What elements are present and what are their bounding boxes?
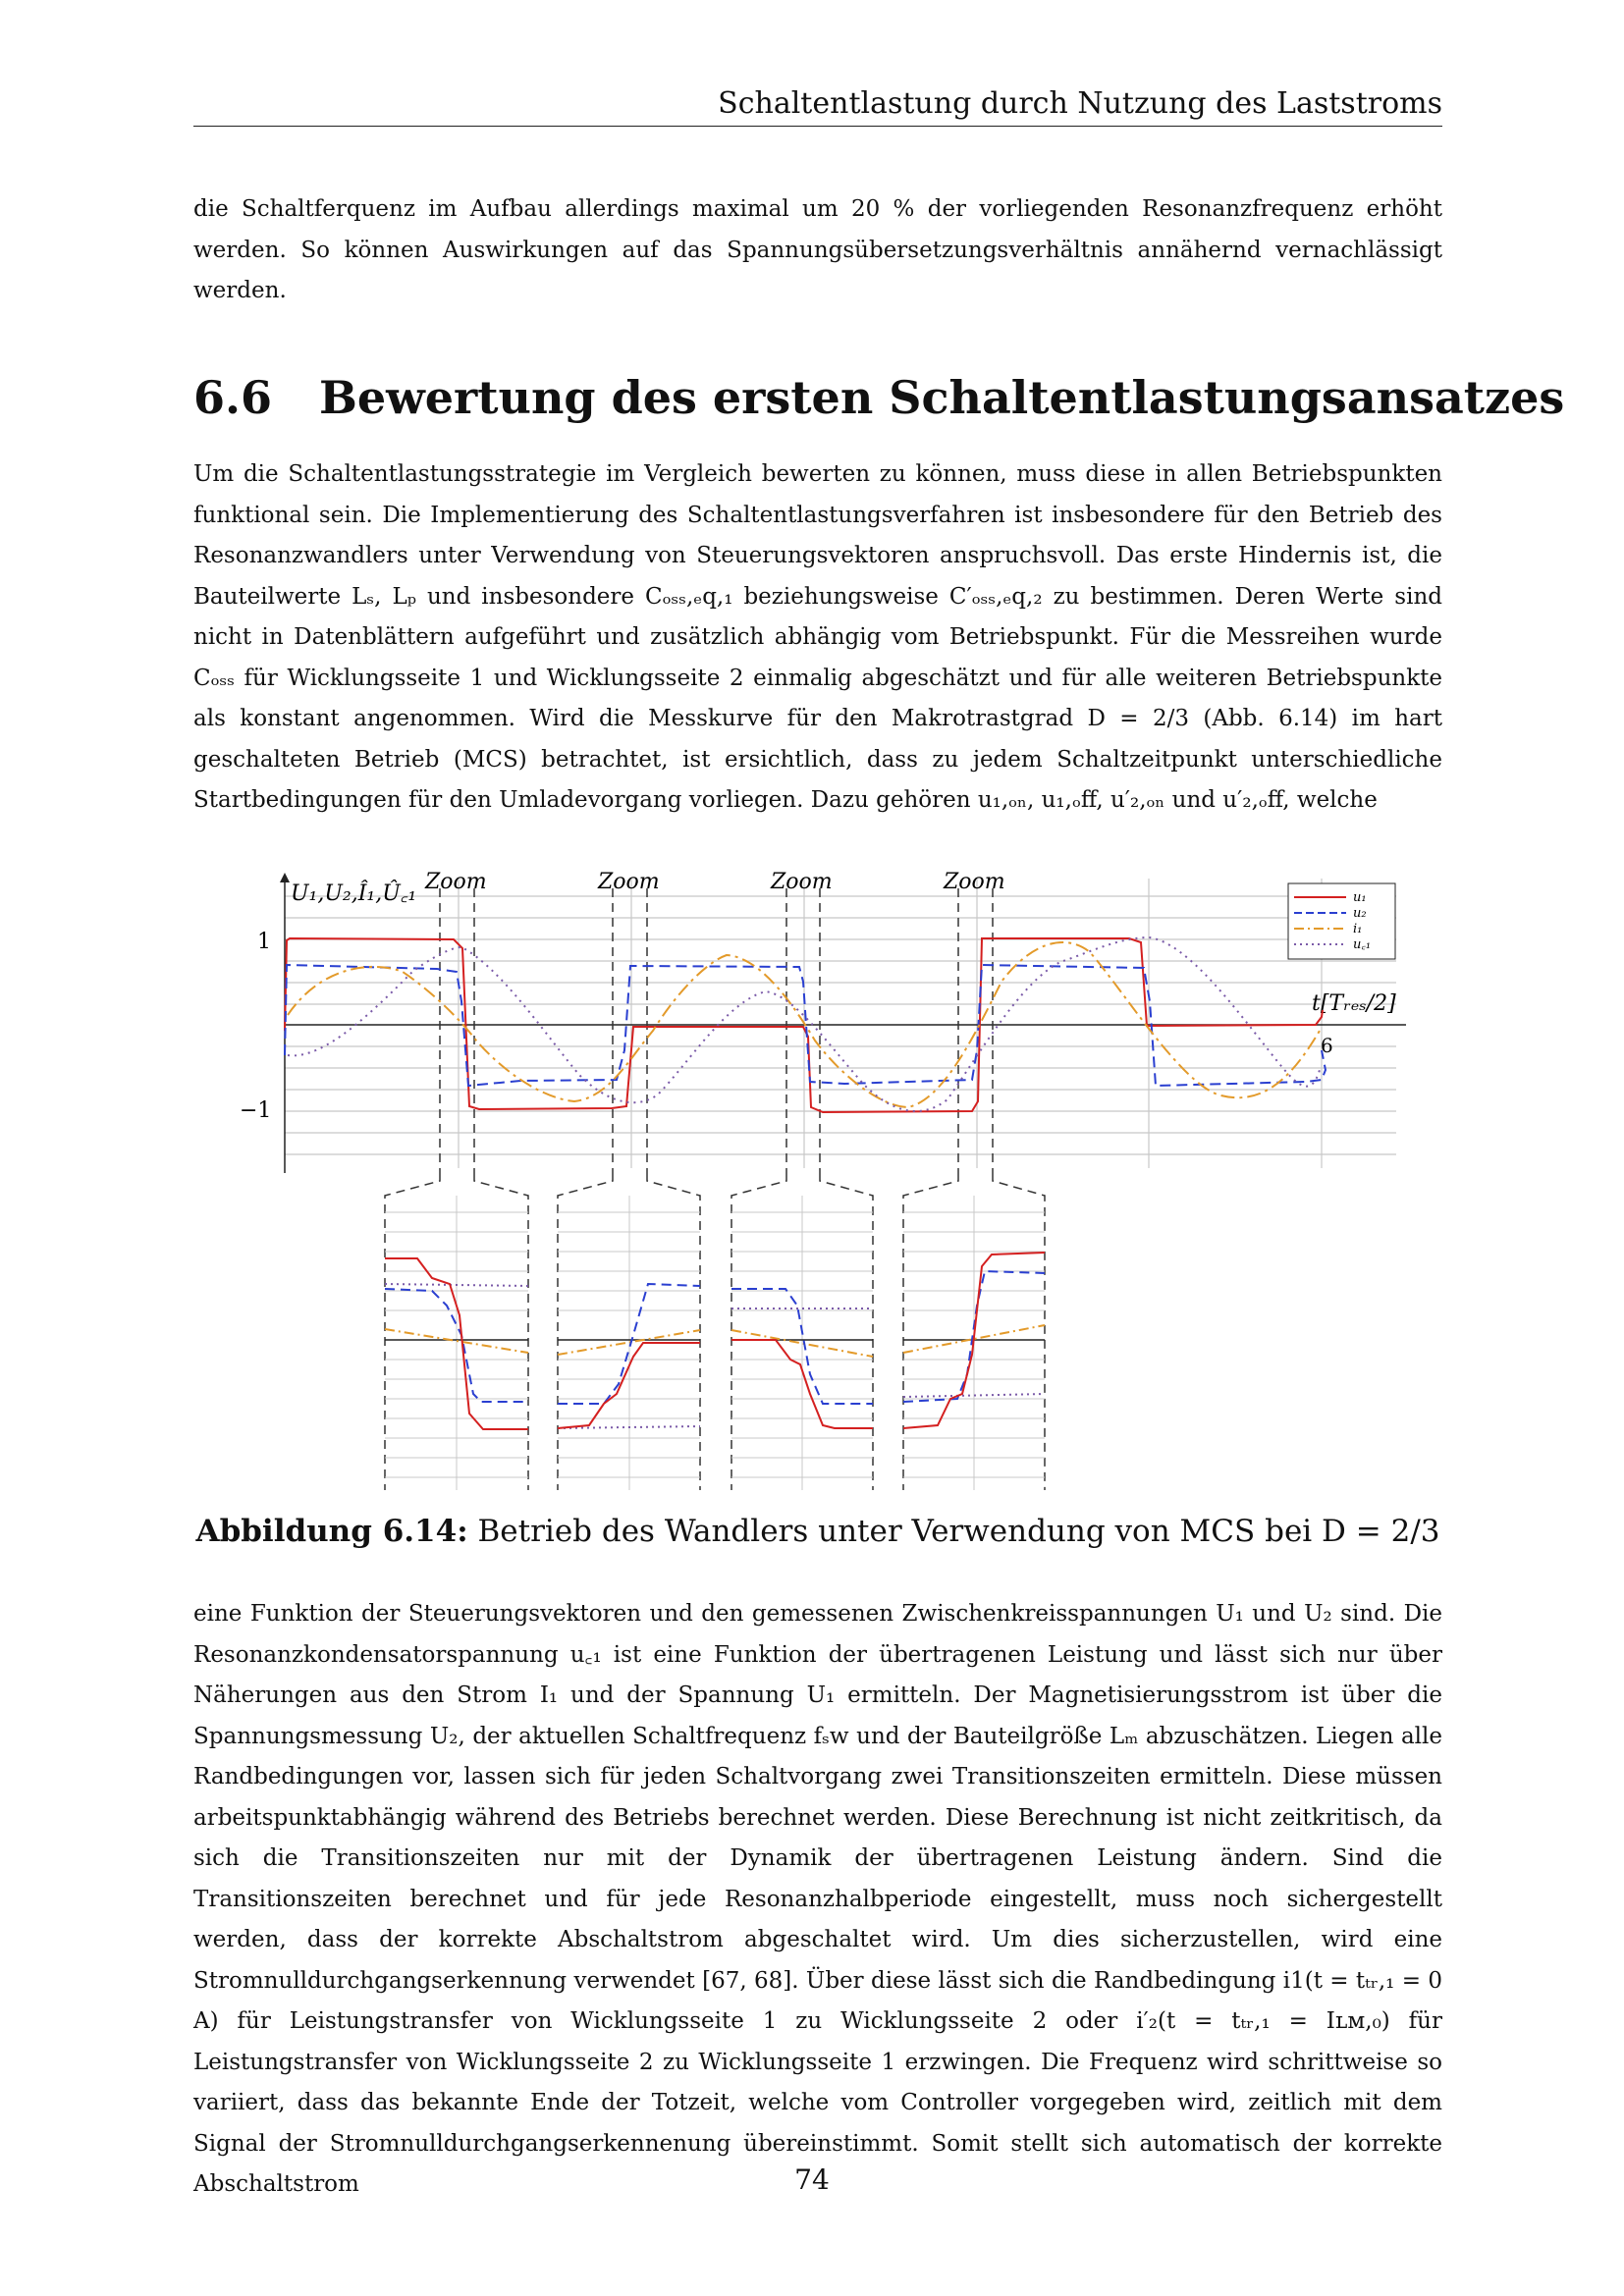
zoom-panel-grids (385, 1196, 1045, 1490)
zoom-label-4: Zoom (944, 870, 1005, 894)
figure-caption-label: Abbildung 6.14: (195, 1514, 468, 1549)
running-title: Schaltentlastung durch Nutzung des Laststroms (718, 86, 1442, 121)
y-tick-neg: −1 (240, 1098, 272, 1123)
y-axis-label: U₁,U₂,Î₁,Û꜀₁ (291, 881, 417, 906)
zoom-label-1: Zoom (425, 870, 487, 894)
legend (1288, 883, 1395, 959)
y-axis-arrow (280, 873, 290, 882)
x-tick-6: 6 (1321, 1034, 1333, 1057)
figure-caption (193, 1514, 1442, 1549)
zoom-label-3: Zoom (771, 870, 833, 894)
legend-label-u2: u₂ (1353, 906, 1367, 921)
figure-caption-text: Betrieb des Wandlers unter Verwendung von MCS bei D = 2/3 (477, 1514, 1440, 1549)
x-axis-label: t[Tᵣₑₛ/2] (1312, 991, 1396, 1016)
legend-label-i1: i₁ (1353, 922, 1363, 936)
zoom-window-markers (440, 888, 993, 1173)
paragraph-body-1: Um die Schaltentlastungsstrategie im Vergleich bewerten zu können, muss diese in allen Betriebspunkten funktional sein. Die Implementierung des Schaltentlastungsverfahren ist insbesondere für den Betrieb des Resonanzwandlers unter Verwendung von Steuerungsvektoren anspruchsvoll. Das erste Hindernis ist, die Bauteilwerte Lₛ, Lₚ und insbesondere Cₒₛₛ,ₑq,₁ beziehungsweise C′ₒₛₛ,ₑq,₂ zu bestimmen. Deren Werte sind nicht in Datenblättern aufgeführt und zusätzlich abhängig vom Betriebspunkt. Für die Messreihen wurde Cₒₛₛ für Wicklungsseite 1 und Wicklungsseite 2 einmalig abgeschätzt und für alle weiteren Betriebspunkte als konstant angenommen. Wird die Messkurve für den Makrotrastgrad D = 2/3 (Abb. 6.14) im hart geschalteten Betrieb (MCS) betrachtet, ist ersichtlich, dass zu jedem Schaltzeitpunkt unterschiedliche Startbedingungen für den Umladevorgang vorliegen. Dazu gehören u₁,ₒₙ, u₁,ₒff, u′₂,ₒₙ und u′₂,ₒff, welche (193, 461, 1442, 813)
paragraph-intro: die Schaltferquenz im Aufbau allerdings maximal um 20 % der vorliegenden Resonanzfrequenz erhöht werden. So können Auswirkungen auf das Spannungsübersetzungsverhältnis annähernd vernachlässigt werden. (193, 196, 1442, 303)
zoom1-uc1 (385, 1284, 528, 1286)
section-title: Bewertung des ersten Schaltentlastungsansatzes (319, 371, 1565, 424)
y-tick-pos: 1 (257, 930, 271, 954)
page-number: 74 (794, 2163, 830, 2196)
legend-label-u1: u₁ (1353, 890, 1367, 905)
zoom-panel-3-grid (731, 1196, 873, 1490)
zoom-label-2: Zoom (598, 870, 660, 894)
paragraph-body-2: eine Funktion der Steuerungsvektoren und den gemessenen Zwischenkreisspannungen U₁ und U₂ sind. Die Resonanzkondensatorspannung u꜀₁ ist eine Funktion der übertragenen Leistung und lässt sich nur über Näherungen aus den Strom I₁ und der Spannung U₁ ermitteln. Der Magnetisierungsstrom ist über die Spannungsmessung U₂, der aktuellen Schaltfrequenz fₛw und der Bauteilgröße Lₘ abzuschätzen. Liegen alle Randbedingungen vor, lassen sich für jeden Schaltvorgang zwei Transitionszeiten ermitteln. Diese müssen arbeitspunktabhängig während des Betriebs berechnet werden. Diese Berechnung ist nicht zeitkritisch, da sich die Transitionszeiten nur mit der Dynamik der übertragenen Leistung ändern. Sind die Transitionszeiten berechnet und für jede Resonanzhalbperiode eingestellt, muss noch sichergestellt werden, dass der korrekte Abschaltstrom abgeschaltet wird. Um dies sicherzustellen, wird eine Stromnulldurchgangserkennung verwendet [67, 68]. Über diese lässt sich die Randbedingung i1(t = tₜᵣ,₁ = 0 A) für Leistungstransfer von Wicklungsseite 1 zu Wicklungsseite 2 oder i′₂(t = tₜᵣ,₁ = Iʟᴍ,₀) für Leistungstransfer von Wicklungsseite 2 zu Wicklungsseite 1 erzwingen. Die Frequenz wird schrittweise so variiert, dass das bekannte Ende der Totzeit, welche vom Controller vorgegeben wird, zeitlich mit dem Signal der Stromnulldurchgangserkennenung übereinstimmt. Somit stellt sich automatisch der korrekte Abschaltstrom (193, 1601, 1442, 2197)
legend-label-uc1: u꜀₁ (1353, 937, 1372, 952)
legend-frame (1288, 883, 1395, 959)
zoom-panel-1-grid (385, 1196, 528, 1490)
main-plot-grid (285, 879, 1396, 1168)
section-number: 6.6 (193, 371, 273, 424)
zoom-connectors (385, 1173, 1045, 1490)
